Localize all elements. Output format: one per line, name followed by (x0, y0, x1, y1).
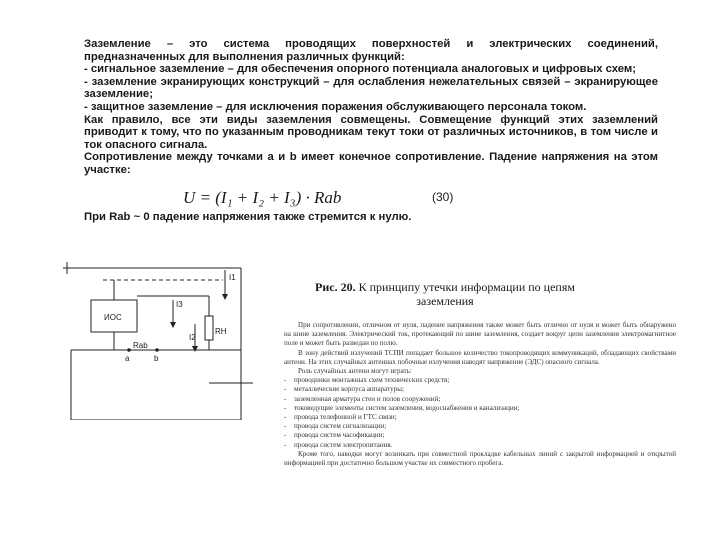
paragraph: Кроме того, наводки могут возникать при совместной прокладке кабельных линий с закрытой информацией и открытой информацией при достаточно большом участке их совместного пробега. (284, 449, 676, 468)
rab-label: Rab (133, 341, 148, 350)
a-label: a (125, 354, 130, 363)
paragraph: Как правило, все эти виды заземления совмещены. Совмещение функций этих заземлений приводит к тому, что по указанным проводникам текут токи от различных источников, в том числе и ток опасного сигнала. (84, 113, 658, 151)
paragraph: - сигнальное заземление – для обеспечения опорного потенциала аналоговых и цифровых схем; (84, 63, 637, 76)
list-item: - проводники монтажных схем технических средств; (284, 376, 676, 385)
formula: U = (I₁ + I₂ + I₃) · Rab (183, 188, 342, 207)
list-item: - провода систем часофикации; (284, 431, 676, 440)
list-item: - металлические корпуса аппаратуры; (284, 385, 676, 394)
figure-caption (295, 280, 595, 308)
paragraph: Заземление – это система проводящих поверхностей и электрических соединений, предназначенных для выполнения различных функций: (84, 38, 658, 63)
formula-note: При Rab ~ 0 падение напряжения также стремится к нулю. (84, 211, 412, 223)
paragraph: - заземление экранирующих конструкций – для ослабления нежелательных связей – экранирующее заземление; (84, 75, 658, 101)
caption-number: Рис. 20. (315, 280, 356, 294)
ioc-label: ИОС (104, 313, 122, 322)
grounding-diagram (63, 258, 253, 420)
paragraph: При сопротивлении, отличном от нуля, падение напряжения также может быть отлично от нуля и может быть обнаружено на шине заземления. Электрический ток, протекающий по шине заземления, создает вокруг цепи заземления электромагнитное поле и может быть разведан по полю. (284, 321, 676, 348)
paragraph: Роль случайных антенн могут играть: (298, 367, 412, 376)
i1-label: I1 (229, 273, 236, 282)
point-b (155, 348, 159, 352)
i3-arrowhead (170, 322, 176, 328)
list-item: - провода систем сигнализации; (284, 422, 676, 431)
i3-label: I3 (176, 300, 183, 309)
list-item: - заземленная арматура стен и полов сооружений; (284, 395, 676, 404)
main-text-block (84, 38, 658, 177)
caption-text: К принципу утечки информации по цепям заземления (358, 280, 575, 308)
lower-text-block (284, 321, 676, 468)
paragraph: В зону действий излучений ТСПИ попадает большое количество токопроводящих коммуникаций, обладающих свойствами антенн. На этих случайных антеннах побочные излучения наводят напряжение (ЭДС) опасного сигнала. (284, 348, 676, 366)
antenna-list (284, 376, 676, 450)
i2-arrowhead (192, 346, 198, 352)
list-item: - провода телефонной и ГТС связи; (284, 413, 676, 422)
paragraph: Сопротивление между точками a и b имеет конечное сопротивление. Падение напряжения на этом участке: (84, 151, 658, 176)
i1-arrowhead (222, 294, 228, 300)
rh-resistor (205, 316, 213, 340)
equation-number: (30) (432, 190, 454, 204)
point-a (127, 348, 131, 352)
rh-label: RH (215, 327, 227, 336)
list-item: - токоведущие элементы систем заземления, водоснабжения и канализации; (284, 404, 676, 413)
list-item: - провода систем электропитания. (284, 441, 676, 450)
i2-label: I2 (189, 333, 196, 342)
b-label: b (154, 354, 159, 363)
paragraph: - защитное заземление – для исключения поражения обслуживающего персонала током. (84, 100, 587, 113)
